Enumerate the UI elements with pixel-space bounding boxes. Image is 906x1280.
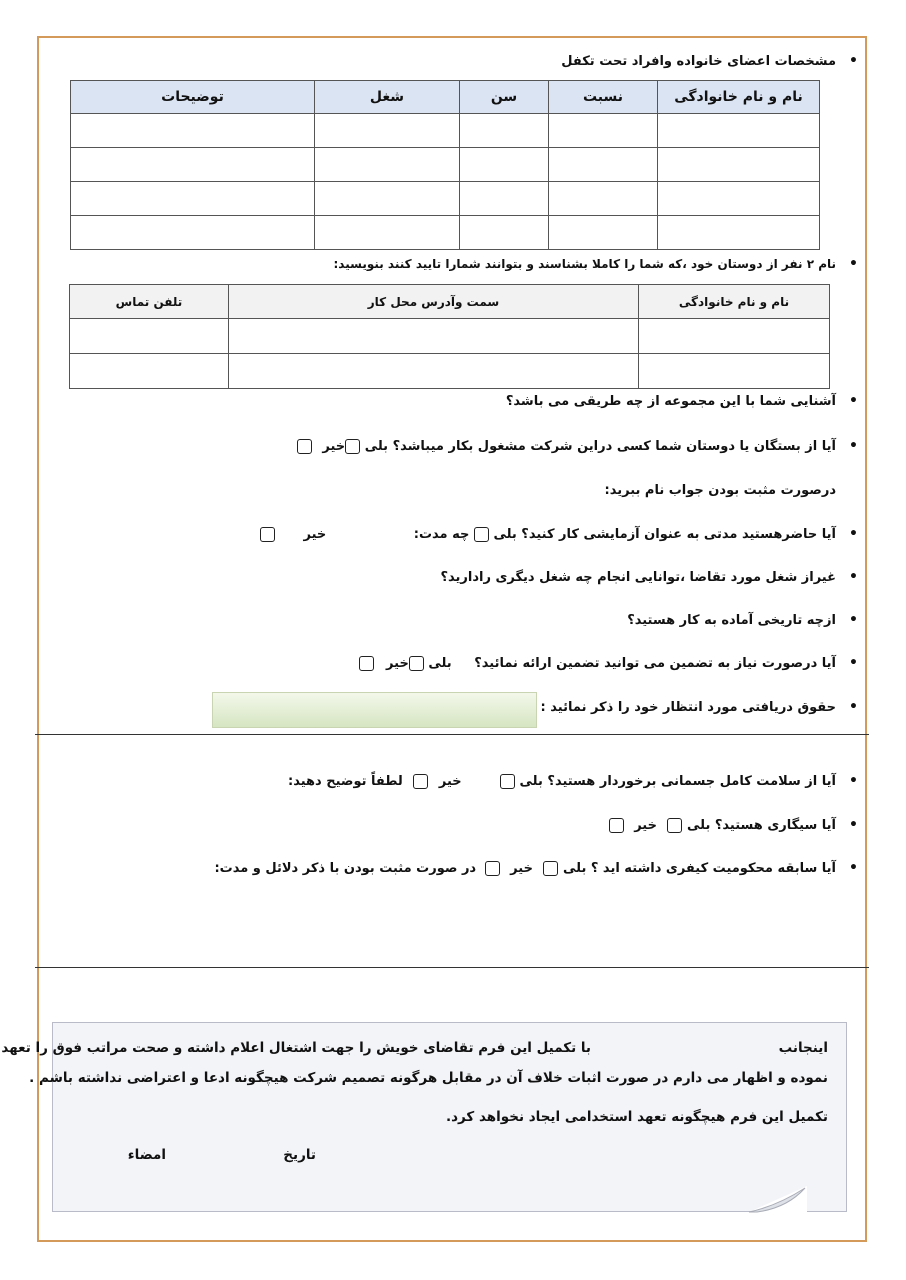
- question-health-text: آیا از سلامت کامل جسمانی برخوردار هستید؟ بلی: [519, 774, 836, 789]
- table-cell[interactable]: [71, 182, 315, 216]
- table-cell[interactable]: [460, 148, 549, 182]
- question-guarantee: [359, 656, 836, 671]
- divider: [35, 734, 869, 735]
- table-row: [71, 216, 820, 250]
- question-trial-text: آیا حاضرهستید مدتی به عنوان آزمایشی کار کنید؟ بلی: [493, 527, 836, 542]
- table-cell[interactable]: [639, 319, 830, 354]
- table-cell[interactable]: [658, 182, 820, 216]
- table-cell[interactable]: [70, 354, 229, 389]
- declaration-line-2: نموده و اظهار می دارم در صورت اثبات خلاف آن در مقابل هرگونه تصمیم شرکت هیچگونه ادعا و اعتراضی نداشته باشم .: [29, 1070, 828, 1086]
- table-cell[interactable]: [549, 148, 658, 182]
- table-cell[interactable]: [315, 216, 460, 250]
- relatives-yes-checkbox[interactable]: [345, 439, 360, 454]
- table-row: [71, 148, 820, 182]
- trial-no-group: [260, 527, 326, 542]
- table-cell[interactable]: [315, 182, 460, 216]
- health-yes-checkbox[interactable]: [500, 774, 515, 789]
- health-explain-label: لطفاً توضیح دهید:: [288, 774, 403, 789]
- health-no-checkbox[interactable]: [413, 774, 428, 789]
- table-cell[interactable]: [315, 114, 460, 148]
- declaration-line-3: تکمیل این فرم هیچگونه تعهد استخدامی ایجاد نخواهد کرد.: [445, 1109, 828, 1125]
- criminal-explain-label: در صورت مثبت بودن با ذکر دلائل و مدت:: [214, 861, 477, 876]
- table-row: [70, 319, 830, 354]
- header-job: شغل: [315, 81, 460, 114]
- page-curl-icon: [747, 1186, 807, 1214]
- guarantee-yes-checkbox[interactable]: [409, 656, 424, 671]
- trial-no-checkbox[interactable]: [260, 527, 275, 542]
- salary-input[interactable]: [212, 692, 537, 728]
- table-row: [71, 182, 820, 216]
- table-cell[interactable]: [549, 182, 658, 216]
- relatives-no-label: خیر: [322, 439, 346, 454]
- friends-section-title: • نام ۲ نفر از دوستان خود ،که شما را کاملا بشناسند و بتوانند شمارا تایید کنند بنویسید:: [333, 257, 836, 271]
- date-label: تاریخ: [283, 1147, 316, 1163]
- header-name: نام و نام خانوادگی: [658, 81, 820, 114]
- relatives-no-checkbox[interactable]: [297, 439, 312, 454]
- question-other-skills: • غیراز شغل مورد تقاضا ،توانایی انجام چه شغل دیگری رادارید؟: [440, 570, 836, 585]
- relatives-follow-up: درصورت مثبت بودن جواب نام ببرید:: [604, 483, 836, 498]
- table-cell[interactable]: [70, 319, 229, 354]
- table-cell[interactable]: [639, 354, 830, 389]
- table-cell[interactable]: [71, 114, 315, 148]
- table-row: [70, 354, 830, 389]
- table-cell[interactable]: [549, 114, 658, 148]
- criminal-no-checkbox[interactable]: [485, 861, 500, 876]
- question-health: [500, 774, 836, 789]
- criminal-yes-checkbox[interactable]: [543, 861, 558, 876]
- criminal-no-label: خیر: [510, 861, 533, 876]
- declaration-box: [1, 1022, 847, 1212]
- question-start-date: • ازچه تاریخی آماده به کار هستید؟: [627, 613, 836, 628]
- header-notes: توضیحات: [71, 81, 315, 114]
- guarantee-yes-label: بلی: [428, 656, 452, 671]
- question-trial-period: [414, 527, 836, 542]
- header-age: سن: [460, 81, 549, 114]
- table-cell[interactable]: [229, 319, 639, 354]
- question-criminal-text: آیا سابقه محکومیت کیفری داشته اید ؟ بلی: [563, 861, 836, 876]
- trial-duration-label: چه مدت:: [413, 527, 470, 542]
- table-cell[interactable]: [229, 354, 639, 389]
- health-no-group: [288, 774, 462, 789]
- health-no-label: خیر: [438, 774, 462, 789]
- question-smoker: [609, 818, 836, 833]
- family-table: [70, 80, 820, 250]
- guarantee-no-checkbox[interactable]: [359, 656, 374, 671]
- friends-table: [69, 284, 830, 389]
- question-relatives-text: آیا از بستگان یا دوستان شما کسی دراین شرکت مشغول بکار میباشد؟ بلی: [364, 439, 836, 454]
- header-workplace: سمت وآدرس محل کار: [229, 285, 639, 319]
- table-cell[interactable]: [460, 114, 549, 148]
- family-table-header: [71, 81, 820, 114]
- declaration-signer: اینجانب: [778, 1040, 828, 1056]
- smoker-no-label: خیر: [634, 818, 657, 833]
- divider: [35, 967, 869, 968]
- table-cell[interactable]: [315, 148, 460, 182]
- trial-yes-checkbox[interactable]: [474, 527, 489, 542]
- question-salary: • حقوق دریافتی مورد انتظار خود را ذکر نمائید :: [541, 700, 836, 715]
- guarantee-no-label: خیر: [386, 656, 409, 671]
- signature-label: امضاء: [127, 1147, 166, 1163]
- question-smoker-text: آیا سیگاری هستید؟ بلی: [687, 818, 836, 833]
- table-cell[interactable]: [71, 148, 315, 182]
- table-cell[interactable]: [71, 216, 315, 250]
- table-cell[interactable]: [460, 182, 549, 216]
- question-relatives: [297, 439, 836, 454]
- table-row: [71, 114, 820, 148]
- table-cell[interactable]: [658, 148, 820, 182]
- question-guarantee-text: آیا درصورت نیاز به تضمین می توانید تضمین ارائه نمائید؟: [474, 656, 836, 671]
- question-acquaintance: • آشنایی شما با این مجموعه از چه طریقی می باشد؟: [506, 394, 836, 409]
- trial-no-label: خیر: [303, 527, 327, 542]
- question-criminal-record: [214, 861, 836, 876]
- table-cell[interactable]: [658, 114, 820, 148]
- friends-table-header: [70, 285, 830, 319]
- header-relation: نسبت: [549, 81, 658, 114]
- header-name: نام و نام خانوادگی: [639, 285, 830, 319]
- table-cell[interactable]: [658, 216, 820, 250]
- declaration-line-1: با تکمیل این فرم تقاضای خویش را جهت اشتغال اعلام داشته و صحت مراتب فوق را تعهد: [1, 1040, 591, 1056]
- family-section-title: • مشخصات اعضای خانواده وافراد تحت تکفل: [561, 54, 836, 69]
- table-cell[interactable]: [549, 216, 658, 250]
- smoker-yes-checkbox[interactable]: [667, 818, 682, 833]
- table-cell[interactable]: [460, 216, 549, 250]
- header-phone: تلفن تماس: [70, 285, 229, 319]
- smoker-no-checkbox[interactable]: [609, 818, 624, 833]
